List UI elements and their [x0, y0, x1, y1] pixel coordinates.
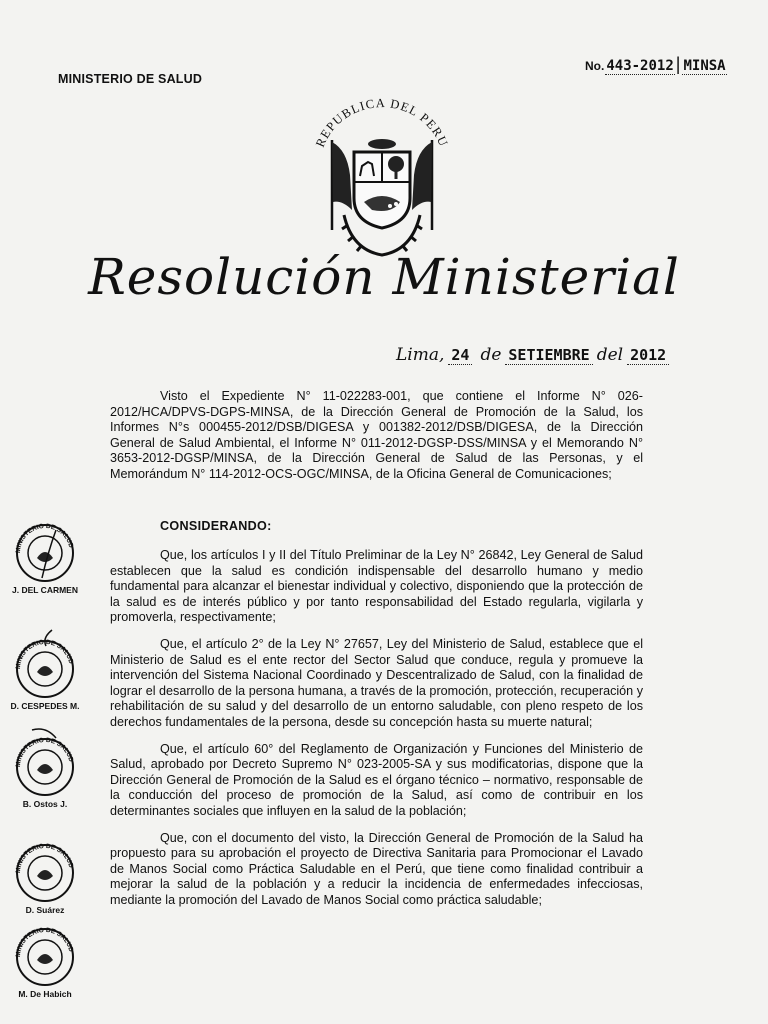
considerando-paragraph-3: Que, el artículo 60° del Reglamento de Organización y Funciones del Ministerio de Salud, aprobado por Decreto Supremo N° 023-2005-SA y sus modificatorias, dispone que la Dirección General de Promoción de la Salud es el órgano técnico – normativo, responsable de la conducción del proceso de promoción de la Salud, así como de contribuir en los determinantes sociales que influyen en la salud de la población; [110, 741, 643, 818]
official-stamp-icon [12, 522, 78, 584]
national-coat-of-arms [292, 80, 472, 265]
dateline [396, 345, 669, 365]
number-label: No. [585, 59, 605, 73]
considerando-paragraph-2: Que, el artículo 2° de la Ley N° 27657, Ley del Ministerio de Salud, establece que el Ministerio de Salud es el ente rector del Sector Salud que conduce, regula y promueve la intervención del Sistema Nacional Coordinado y Descentralizado de Salud, con la finalidad de lograr el desarrollo de la persona humana, a través de la promoción, protección, recuperación y rehabilitación de su salud y del desarrollo de un entorno saludable, con pleno respeto de los derechos fundamentales de la persona, desde su concepción hasta su muerte natural; [110, 636, 643, 729]
approval-stamp-1 [4, 522, 86, 595]
coat-of-arms-icon [292, 80, 472, 265]
date-place: Lima, [396, 345, 445, 365]
stamp-signature-name: J. DEL CARMEN [12, 585, 78, 595]
stamp-signature-name: D. Suárez [25, 905, 65, 915]
date-de: de [480, 345, 502, 365]
approval-stamp-3 [4, 726, 86, 809]
visto-paragraph: Visto el Expediente N° 11-022283-001, que contiene el Informe N° 026-2012/HCA/DPVS-DGPS-MINSA, de la Dirección General de Promoción de la Salud, los Informes N°s 000455-2012/DSB/DIGESA y 001382-2012/DSB/DIGESA, de la Dirección General de Salud Ambiental, el Informe N° 011-2012-DGSP-DSS/MINSA y el Memorando N° 3653-2012-DGSP/MINSA, de la Dirección General de Salud de las Personas, y el Memorándum N° 114-2012-OCS-OGC/MINSA, de la Oficina General de Comunicaciones; [110, 389, 643, 481]
resolution-number [585, 54, 727, 75]
number-separator: | [675, 54, 681, 74]
official-stamp-icon [12, 726, 78, 798]
official-stamp-icon [12, 924, 78, 988]
document-title: Resolución Ministerial [88, 248, 680, 306]
svg-text:MINISTERIO DE SALUD: MINISTERIO DE SALUD [14, 842, 75, 874]
stamp-signature-name: D. CESPEDES M. [10, 701, 80, 711]
considerando-section [110, 548, 643, 908]
visto-section [110, 389, 643, 483]
official-stamp-icon [12, 840, 78, 904]
considerando-heading: CONSIDERANDO: [160, 519, 272, 533]
approval-stamp-5 [4, 924, 86, 999]
svg-text:MINISTERIO DE SALUD: MINISTERIO DE SALUD [14, 926, 75, 958]
date-day: 24 [448, 346, 472, 365]
svg-text:MINISTERIO DE SALUD: MINISTERIO DE SALUD [14, 638, 75, 670]
number-suffix: MINSA [683, 58, 726, 74]
stamp-signature-name: M. De Habich [18, 989, 72, 999]
date-del: del [596, 345, 624, 365]
approval-stamp-4 [4, 840, 86, 915]
date-month: SETIEMBRE [505, 346, 592, 365]
svg-text:MINISTERIO DE SALUD: MINISTERIO DE SALUD [14, 522, 75, 554]
date-year: 2012 [627, 346, 669, 365]
emblem-arc-text: REPUBLICA DEL PERU [312, 96, 452, 150]
official-stamp-icon [12, 628, 78, 700]
considerando-paragraph-4: Que, con el documento del visto, la Dirección General de Promoción de la Salud ha propuesto para su aprobación el proyecto de Directiva Sanitaria para Promocionar el Lavado de Manos Social como Práctica Saludable en el Perú, que tiene como finalidad contribuir a mejorar la salud de la población y a reducir la incidencia de enfermedades infecciosas, mediante la promoción del Lavado de Manos Social como práctica saludable; [110, 830, 643, 907]
stamp-signature-name: B. Ostos J. [22, 799, 68, 809]
approval-stamp-2 [4, 628, 86, 711]
considerando-paragraph-1: Que, los artículos I y II del Título Preliminar de la Ley N° 26842, Ley General de Salud establecen que la salud es condición indispensable del desarrollo humano y medio fundamental para alcanzar el bienestar individual y colectivo, disponiendo que la protección de la salud es de interés público y por tanto responsabilidad del Estado regularla, vigilarla y promoverla, respectivamente; [110, 548, 643, 625]
svg-text:MINISTERIO DE SALUD: MINISTERIO DE SALUD [14, 736, 75, 768]
number-value: 443-2012 [606, 58, 674, 74]
ministry-header: MINISTERIO DE SALUD [58, 72, 203, 86]
